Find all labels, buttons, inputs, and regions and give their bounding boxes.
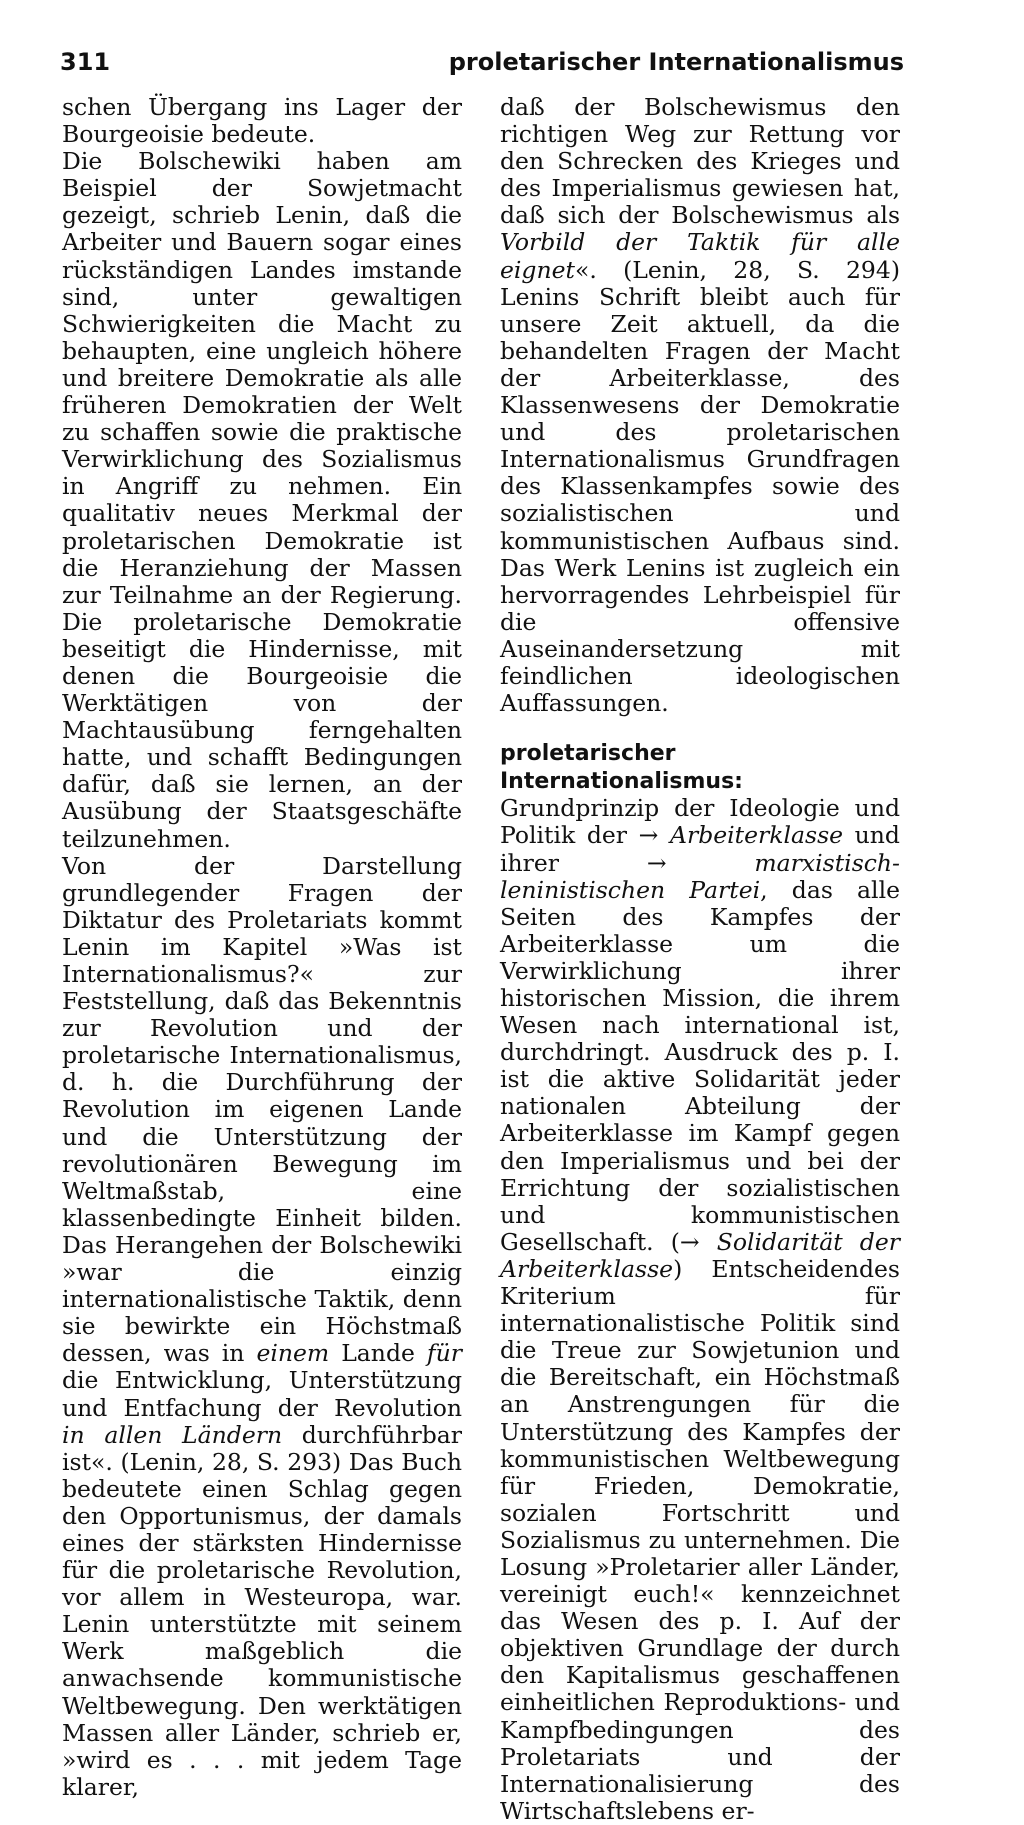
text-run: Lande (329, 1339, 427, 1368)
text-run: ) Entscheidendes Kriterium für internationalistische Politik sind die Treue zur Sowjetunion und die Bereitschaft, ein Höchstmaß an Anstrengungen für die Unterstützung des Kampfes der kommunistischen Weltbewegung für Frieden, Demokratie, sozialen Fortschritt und Sozialismus zu unternehmen. Die Losung »Proletarier aller Länder, vereinigt euch!« kennzeichnet das Wesen des p. I. Auf der objektiven Grundlage der durch den Kapitalismus geschaffenen einheitlichen Reproduktions- und Kampfbedingungen des Proletariats und der Internationalisierung des Wirtschaftslebens er- (500, 1254, 900, 1825)
text-run: «. (Lenin, 28, S. 294) Lenins Schrift bleibt auch für unsere Zeit aktuell, da die behandelten Fragen der Macht der Arbeiterklasse, des Klassenwesens der Demokratie und des proletarischen Internationalismus Grundfragen des Klassenkampfes sowie des sozialistischen und kommunistischen Aufbaus sind. Das Werk Lenins ist zugleich ein hervorragendes Lehrbeispiel für die offensive Auseinandersetzung mit feindlichen ideologischen Auffassungen. (500, 255, 900, 718)
left-column (62, 94, 462, 1801)
text-run: durchführbar ist«. (Lenin, 28, S. 293) Das Buch bedeutete einen Schlag gegen den Opportunismus, der damals eines der stärksten Hindernisse für die proletarische Revolution, vor allem in Westeuropa, war. Lenin unterstützte mit seinem Werk maßgeblich die anwachsende kommunistische Weltbewegung. Den werktätigen Massen aller Länder, schrieb er, »wird es . . . mit jedem Tage klarer, (62, 1420, 463, 1801)
text-run: Grundprinzip der Ideologie und Politik der (500, 794, 900, 850)
cross-reference: Solidarität der Arbeiterklasse (500, 1227, 900, 1283)
text-run: Von der Darstellung grundlegender Fragen der Diktatur des Proletariats kommt Lenin im Kapitel »Was ist Internationalismus?« zur Feststellung, daß das Bekenntnis zur Revolution und der proletarische Internationalismus, d. h. die Durchführung der Revolution im eigenen Lande und die Unterstützung der revolutionären Bewegung im Weltmaßstab, eine klassenbedingte Einheit bilden. Das Herangehen der Bolschewiki »war die einzig internationalistische Taktik, denn sie bewirkte ein Höchstmaß dessen, was in (62, 851, 462, 1368)
right-column (500, 94, 900, 1825)
cross-reference-arrow-icon: → (646, 848, 667, 877)
paragraph (500, 94, 900, 717)
cross-reference: Arbeiterklasse (669, 821, 844, 850)
dictionary-entry (500, 739, 900, 1825)
text-run: daß der Bolschewismus den richtigen Weg zur Rettung vor den Schrecken des Krieges und des Imperialismus gewiesen hat, daß sich der Bolschewismus als (500, 93, 900, 230)
page-number: 311 (60, 48, 111, 76)
emphasis: in allen Ländern (62, 1420, 283, 1449)
paragraph: Die Bolschewiki haben am Beispiel der Sowjetmacht gezeigt, schrieb Lenin, daß die Arbeiter und Bauern sogar eines rückständigen Landes imstande sind, unter gewaltigen Schwierigkeiten die Macht zu behaupten, eine ungleich höhere und breitere Demokratie als alle früheren Demokratien der Welt zu schaffen sowie die praktische Verwirklichung des Sozialismus in Angriff zu nehmen. Ein qualitativ neues Merkmal der proletarischen Demokratie ist die Heranziehung der Massen zur Teilnahme an der Regierung. Die proletarische Demokratie beseitigt die Hindernisse, mit denen die Bourgeoisie die Werktätigen von der Machtausübung ferngehalten hatte, und schafft Bedingungen dafür, daß sie lernen, an der Ausübung der Staatsgeschäfte teilzunehmen. (62, 147, 462, 853)
paragraph (62, 853, 462, 1801)
cross-reference-arrow-icon: → (679, 1227, 700, 1256)
entry-keyword: proletarischer Internationalismus: (500, 741, 743, 795)
page-header (60, 48, 904, 84)
emphasis: für (426, 1339, 462, 1368)
text-run: die Entwicklung, Unterstützung und Entfachung der Revolution (62, 1366, 462, 1422)
emphasis: Vorbild der Taktik für alle eignet (500, 228, 900, 284)
paragraph: schen Übergang ins Lager der Bourgeoisie bedeute. (62, 93, 462, 149)
running-head: proletarischer Internationalismus (448, 48, 904, 76)
text-run: , das alle Seiten des Kampfes der Arbeiterklasse um die Verwirklichung ihrer historischen Mission, die ihrem Wesen nach international ist, durchdringt. Ausdruck des p. I. ist die aktive Solidarität jeder nationalen Abteilung der Arbeiterklasse im Kampf gegen den Imperialismus und bei der Errichtung der sozialistischen und kommunistischen Gesellschaft. ( (500, 875, 900, 1256)
text-run: und ihrer (500, 821, 900, 877)
cross-reference-arrow-icon: → (638, 821, 659, 850)
emphasis: einem (256, 1339, 330, 1368)
cross-reference: marxistisch-leninistischen Partei (500, 848, 900, 904)
